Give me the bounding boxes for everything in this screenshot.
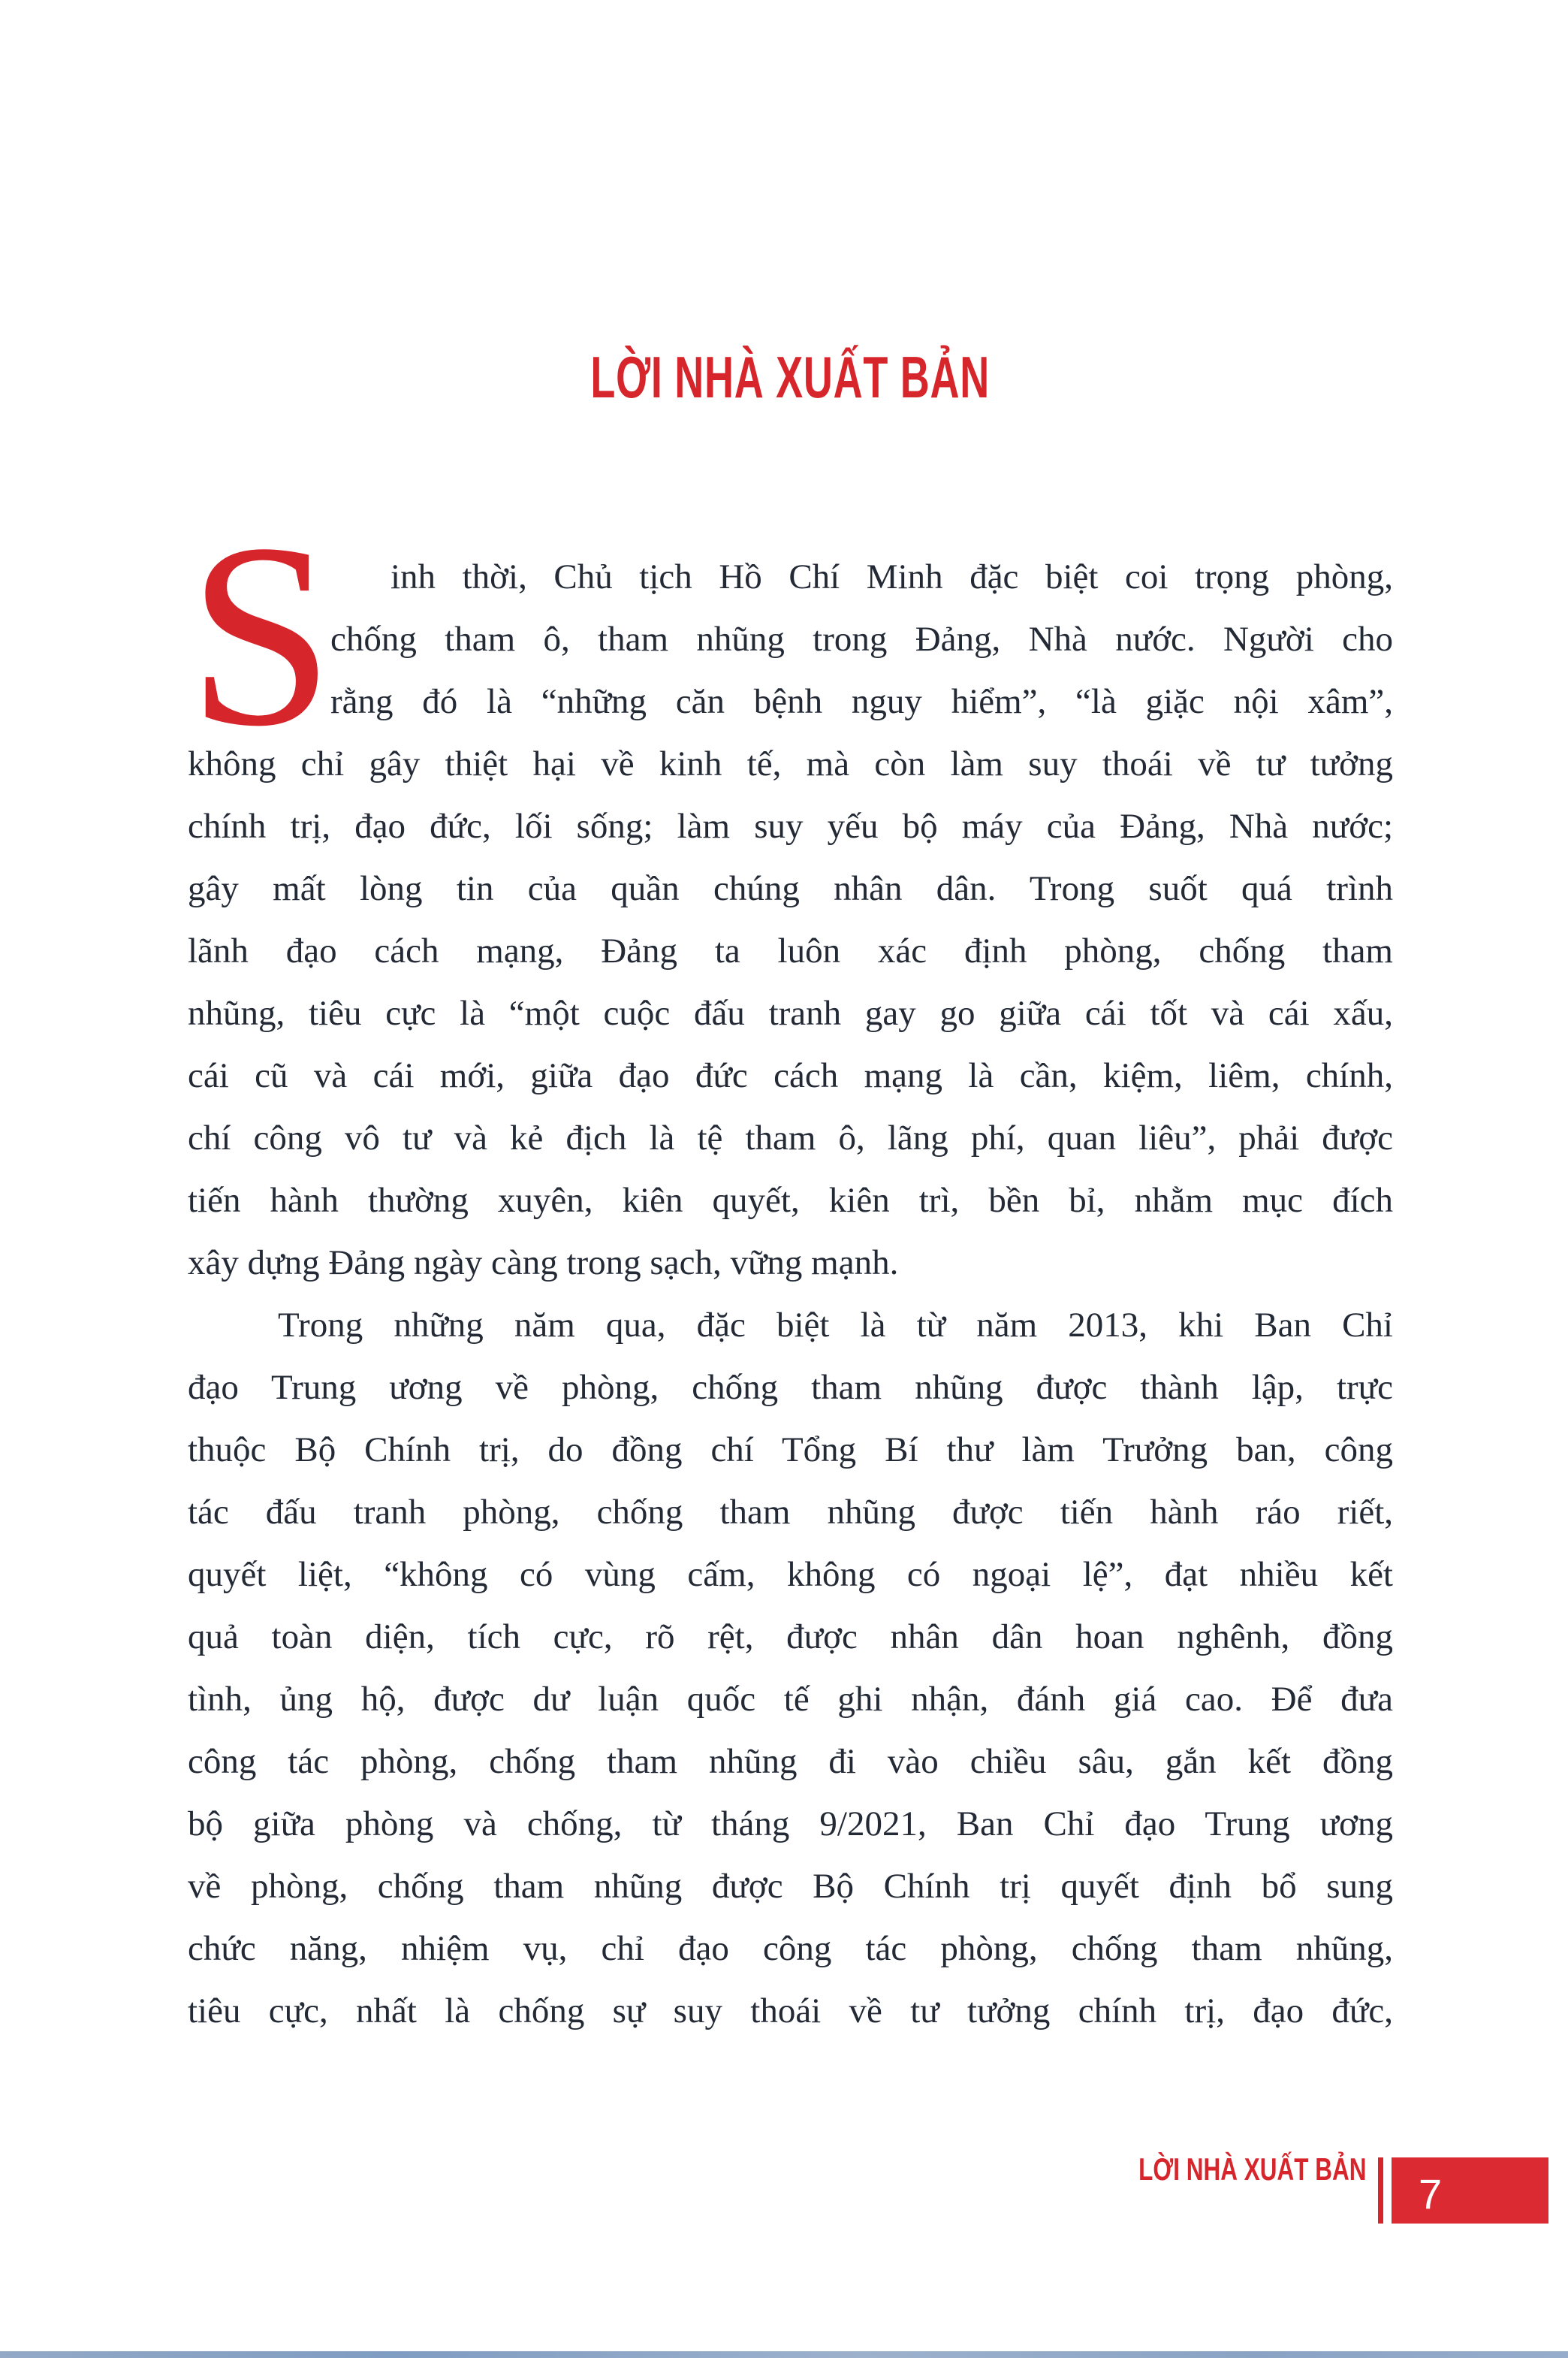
body-line: tình, ủng hộ, được dư luận quốc tế ghi nhận, đánh giá cao. Để đưa	[188, 1680, 1393, 1719]
body-line: tiêu cực, nhất là chống sự suy thoái về tư tưởng chính trị, đạo đức,	[188, 1991, 1393, 2030]
footer-section-label: LỜI NHÀ XUẤT BẢN	[1138, 2151, 1366, 2187]
body-line: tác đấu tranh phòng, chống tham nhũng được tiến hành ráo riết,	[188, 1493, 1393, 1532]
body-line: quả toàn diện, tích cực, rõ rệt, được nhân dân hoan nghênh, đồng	[188, 1617, 1393, 1656]
body-line: cái cũ và cái mới, giữa đạo đức cách mạng là cần, kiệm, liêm, chính,	[188, 1056, 1393, 1095]
body-line: công tác phòng, chống tham nhũng đi vào chiều sâu, gắn kết đồng	[188, 1742, 1393, 1781]
body-line: tiến hành thường xuyên, kiên quyết, kiên trì, bền bỉ, nhằm mục đích	[188, 1181, 1393, 1220]
body-line: chức năng, nhiệm vụ, chỉ đạo công tác phòng, chống tham nhũng,	[188, 1929, 1393, 1968]
body-line: chí công vô tư và kẻ địch là tệ tham ô, lãng phí, quan liêu”, phải được	[188, 1119, 1393, 1158]
body-line: chính trị, đạo đức, lối sống; làm suy yếu bộ máy của Đảng, Nhà nước;	[188, 807, 1393, 846]
drop-cap-letter: S	[188, 489, 334, 780]
body-line: xây dựng Đảng ngày càng trong sạch, vững mạnh.	[188, 1243, 899, 1282]
body-line: không chỉ gây thiệt hại về kinh tế, mà còn làm suy thoái về tư tưởng	[188, 744, 1393, 783]
body-line: Trong những năm qua, đặc biệt là từ năm 2013, khi Ban Chỉ	[278, 1306, 1393, 1345]
body-line: inh thời, Chủ tịch Hồ Chí Minh đặc biệt coi trọng phòng,	[390, 557, 1393, 596]
body-line: chống tham ô, tham nhũng trong Đảng, Nhà nước. Người cho	[330, 620, 1393, 659]
body-text	[188, 489, 1393, 2042]
body-line: về phòng, chống tham nhũng được Bộ Chính trị quyết định bổ sung	[188, 1867, 1393, 1906]
body-line: đạo Trung ương về phòng, chống tham nhũng được thành lập, trực	[188, 1368, 1393, 1407]
footer	[1063, 2151, 1548, 2224]
body-line: rằng đó là “những căn bệnh nguy hiểm”, “là giặc nội xâm”,	[330, 682, 1393, 721]
body-line: bộ giữa phòng và chống, từ tháng 9/2021, Ban Chỉ đạo Trung ương	[188, 1804, 1393, 1843]
page-title: LỜI NHÀ XUẤT BẢN	[590, 344, 991, 410]
body-line: lãnh đạo cách mạng, Đảng ta luôn xác định phòng, chống tham	[188, 931, 1393, 971]
body-line: thuộc Bộ Chính trị, do đồng chí Tổng Bí thư làm Trưởng ban, công	[188, 1430, 1393, 1469]
page-number-box	[1392, 2157, 1548, 2224]
scan-edge-artifact	[0, 2351, 1568, 2358]
title-row	[188, 340, 1393, 415]
body-line: gây mất lòng tin của quần chúng nhân dân. Trong suốt quá trình	[188, 869, 1393, 908]
footer-divider	[1378, 2157, 1383, 2224]
drop-cap-box	[188, 489, 334, 780]
body-line: quyết liệt, “không có vùng cấm, không có ngoại lệ”, đạt nhiều kết	[188, 1555, 1393, 1594]
body-line: nhũng, tiêu cực là “một cuộc đấu tranh gay go giữa cái tốt và cái xấu,	[188, 994, 1393, 1033]
page-number: 7	[1419, 2169, 1443, 2218]
